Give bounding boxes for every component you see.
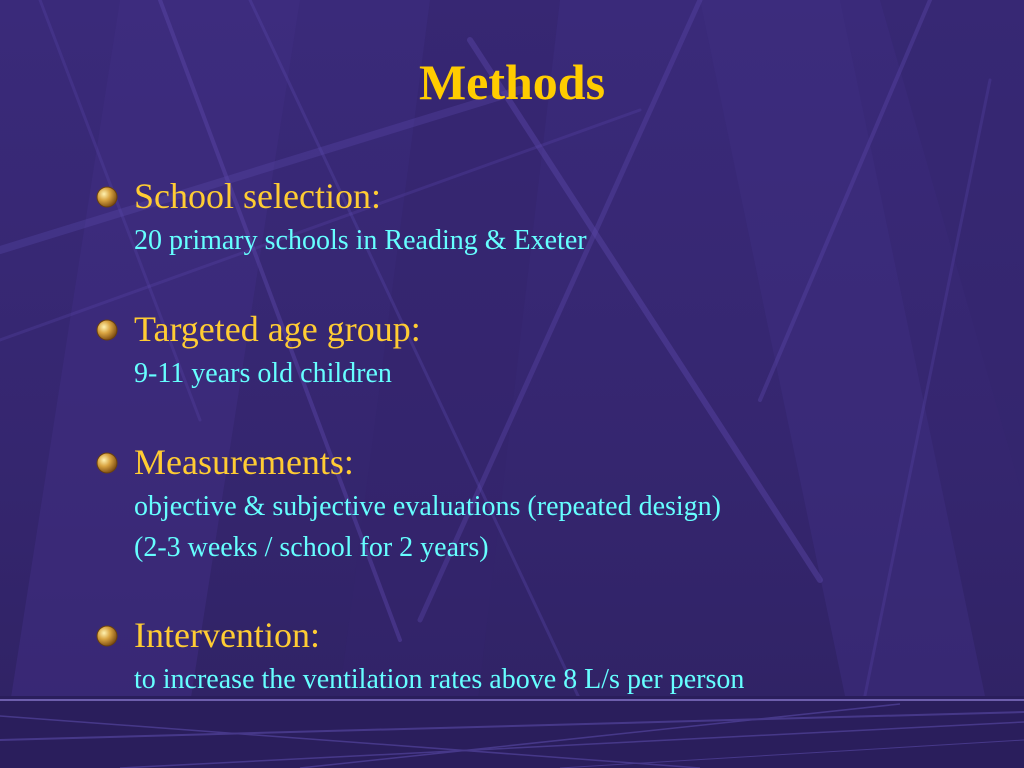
bullet-heading: Intervention: — [134, 615, 320, 655]
bullet-detail: 20 primary schools in Reading & Exeter — [134, 225, 587, 256]
bullet-sphere-icon — [96, 319, 118, 341]
bullet-heading: School selection: — [134, 176, 381, 216]
bullet-heading: Targeted age group: — [134, 309, 421, 349]
bullet-sphere-icon — [96, 452, 118, 474]
bullet-sphere-icon — [96, 625, 118, 647]
bullet-detail: objective & subjective evaluations (repeated design) — [134, 491, 722, 522]
bullet-detail: (2-3 weeks / school for 2 years) — [134, 532, 489, 563]
bullet-detail: 9-11 years old children — [134, 358, 392, 389]
slide-title: Methods — [418, 54, 606, 110]
bullet-heading: Measurements: — [134, 442, 354, 482]
bullet-sphere-icon — [96, 186, 118, 208]
bullet-detail: to increase the ventilation rates above 8 L/s per person — [134, 664, 745, 695]
